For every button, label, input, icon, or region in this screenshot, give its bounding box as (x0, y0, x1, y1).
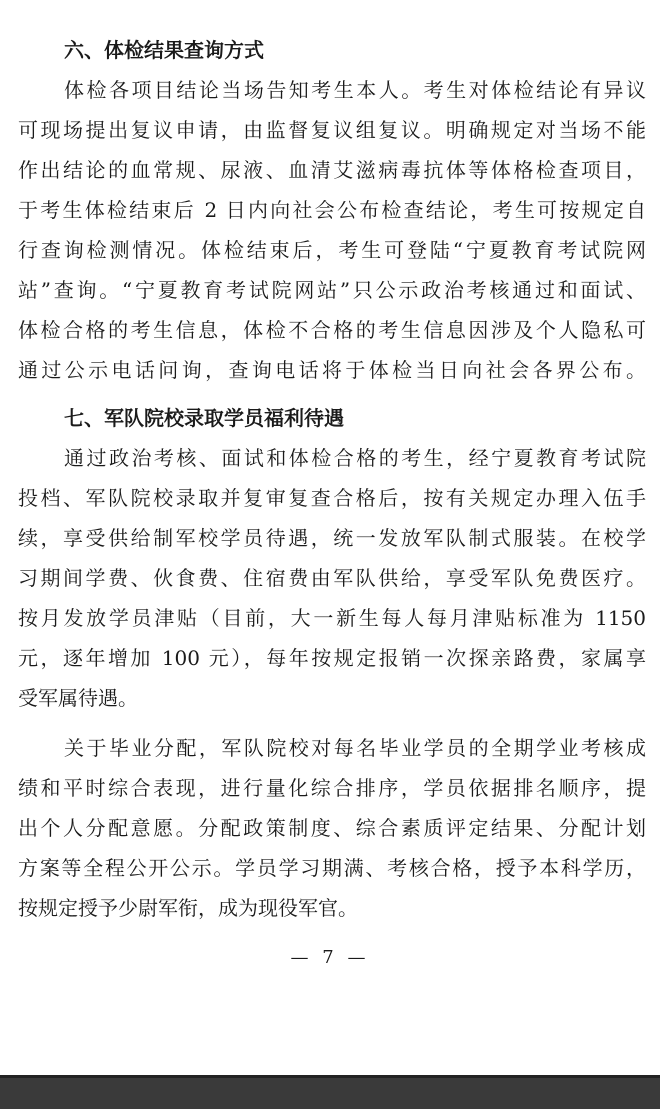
bottom-bar-edge (0, 1075, 660, 1078)
section-6-line-2: 可现场提出复议申请，由监督复议组复议。明确规定对当场不能 (18, 118, 646, 142)
bottom-bar (0, 1075, 660, 1109)
section-7-p1-line-1: 通过政治考核、面试和体检合格的考生，经宁夏教育考试院 (64, 446, 646, 470)
section-7-p1-line-7: 受军属待遇。 (18, 686, 138, 710)
section-6-line-1: 体检各项目结论当场告知考生本人。考生对体检结论有异议 (64, 78, 646, 102)
section-7-p2-line-2: 绩和平时综合表现，进行量化综合排序，学员依据排名顺序，提 (18, 776, 646, 800)
section-6-line-8: 通过公示电话问询，查询电话将于体检当日向社会各界公布。 (18, 358, 646, 382)
section-7-p1-line-6: 元，逐年增加 100 元），每年按规定报销一次探亲路费，家属享 (18, 646, 646, 670)
section-7-p2-line-4: 方案等全程公开公示。学员学习期满、考核合格，授予本科学历， (18, 856, 646, 880)
section-7-p2-line-5: 按规定授予少尉军衔，成为现役军官。 (18, 896, 358, 920)
section-7-p2-line-3: 出个人分配意愿。分配政策制度、综合素质评定结果、分配计划 (18, 816, 646, 840)
section-7-heading: 七、军队院校录取学员福利待遇 (64, 406, 344, 430)
section-7-p2-line-1: 关于毕业分配，军队院校对每名毕业学员的全期学业考核成 (64, 736, 646, 760)
section-6-heading: 六、体检结果查询方式 (64, 38, 264, 62)
section-6-line-4: 于考生体检结束后 2 日内向社会公布检查结论，考生可按规定自 (18, 198, 646, 222)
section-6-line-5: 行查询检测情况。体检结束后，考生可登陆“宁夏教育考试院网 (18, 238, 646, 262)
page-number: — 7 — (290, 947, 370, 968)
section-6-line-7: 体检合格的考生信息，体检不合格的考生信息因涉及个人隐私可 (18, 318, 646, 342)
section-7-p1-line-4: 习期间学费、伙食费、住宿费由军队供给，享受军队免费医疗。 (18, 566, 646, 590)
section-7-p1-line-5: 按月发放学员津贴（目前，大一新生每人每月津贴标准为 1150 (18, 606, 646, 630)
section-6-line-3: 作出结论的血常规、尿液、血清艾滋病毒抗体等体格检查项目， (18, 158, 646, 182)
section-7-p1-line-3: 续，享受供给制军校学员待遇，统一发放军队制式服装。在校学 (18, 526, 646, 550)
section-7-p1-line-2: 投档、军队院校录取并复审复查合格后，按有关规定办理入伍手 (18, 486, 646, 510)
section-6-line-6: 站”查询。“宁夏教育考试院网站”只公示政治考核通过和面试、 (18, 278, 646, 302)
